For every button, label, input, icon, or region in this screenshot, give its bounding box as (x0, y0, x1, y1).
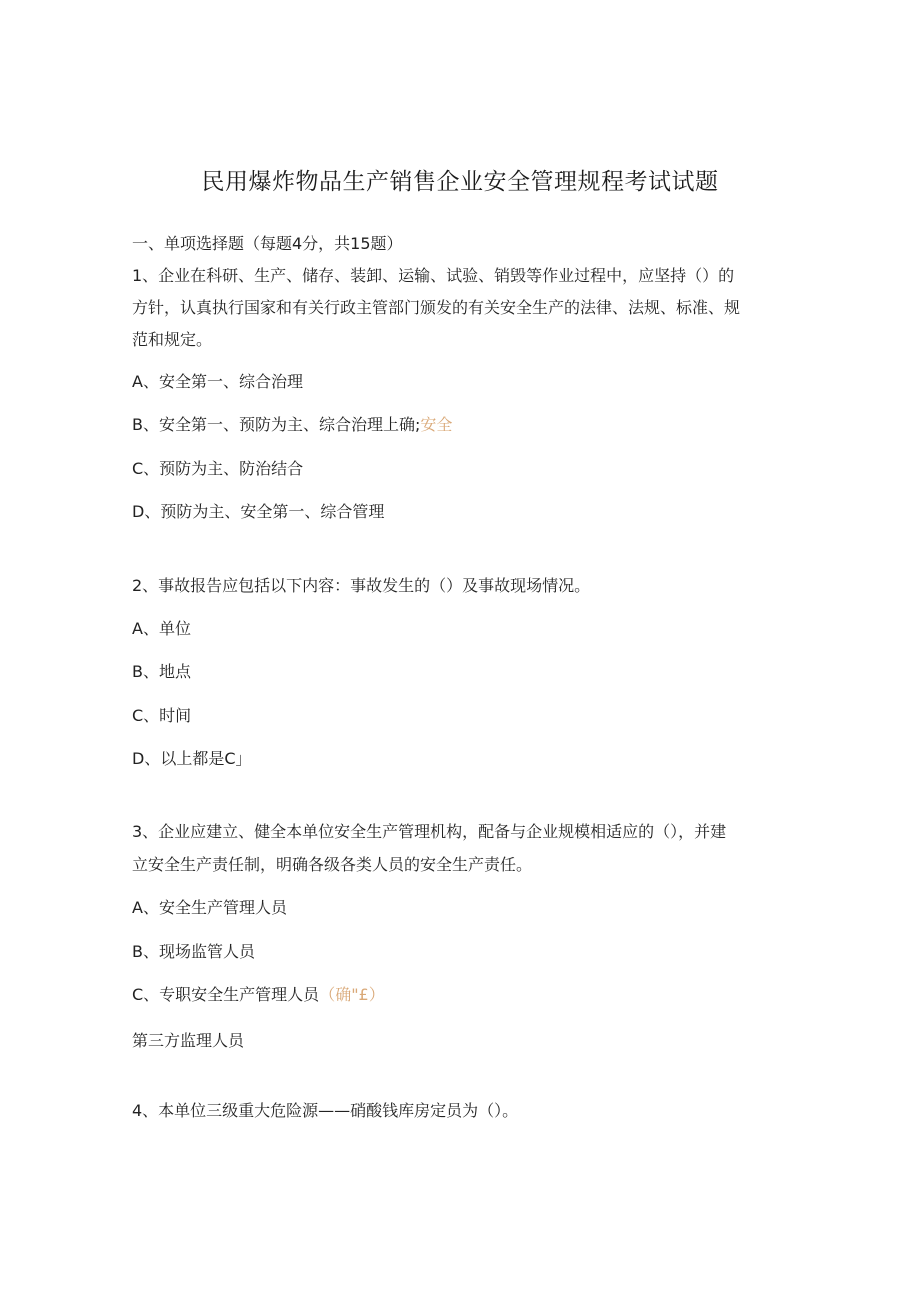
question-3-option-d: 第三方监理人员 (132, 1031, 245, 1050)
question-1-answer-mark: 安全 (420, 415, 453, 434)
question-3-line-1: 3、企业应建立、健全本单位安全生产管理机构，配备与企业规模相适应的（），并建 (132, 822, 727, 841)
question-2-option-b: B、地点 (132, 662, 191, 681)
question-3-option-b: B、现场监管人员 (132, 942, 255, 961)
question-1-option-d: D、预防为主、安全第一、综合管理 (132, 502, 385, 521)
question-1-line-1: 1、企业在科研、生产、储存、装卸、运输、试验、销毁等作业过程中，应坚持（）的 (132, 266, 735, 285)
question-4-stem: 4、本单位三级重大危险源——硝酸钱库房定员为（）。 (132, 1101, 519, 1120)
question-2-option-d: D、以上都是C」 (132, 749, 252, 768)
question-1-option-b (132, 415, 782, 435)
question-3-answer-mark: （确"£） (319, 985, 385, 1004)
question-3-option-a: A、安全生产管理人员 (132, 898, 287, 917)
question-2-option-a: A、单位 (132, 619, 191, 638)
question-3-option-c-text: C、专职安全生产管理人员 (132, 985, 320, 1004)
question-3-option-c (132, 985, 782, 1005)
question-1-option-a: A、安全第一、综合治理 (132, 372, 303, 391)
section-heading: 一、单项选择题（每题4分，共15题） (132, 234, 403, 253)
question-1-option-b-text: B、安全第一、预防为主、综合治理上确; (132, 415, 421, 434)
page-title: 民用爆炸物品生产销售企业安全管理规程考试试题 (201, 169, 719, 195)
question-2-option-c: C、时间 (132, 706, 192, 725)
question-1-option-c: C、预防为主、防治结合 (132, 459, 304, 478)
question-2-stem: 2、事故报告应包括以下内容：事故发生的（）及事故现场情况。 (132, 576, 591, 595)
question-1-line-3: 范和规定。 (132, 330, 213, 349)
question-1-line-2: 方针，认真执行国家和有关行政主管部门颁发的有关安全生产的法律、法规、标准、规 (132, 298, 741, 317)
question-3-line-2: 立安全生产责任制，明确各级各类人员的安全生产责任。 (132, 855, 533, 874)
